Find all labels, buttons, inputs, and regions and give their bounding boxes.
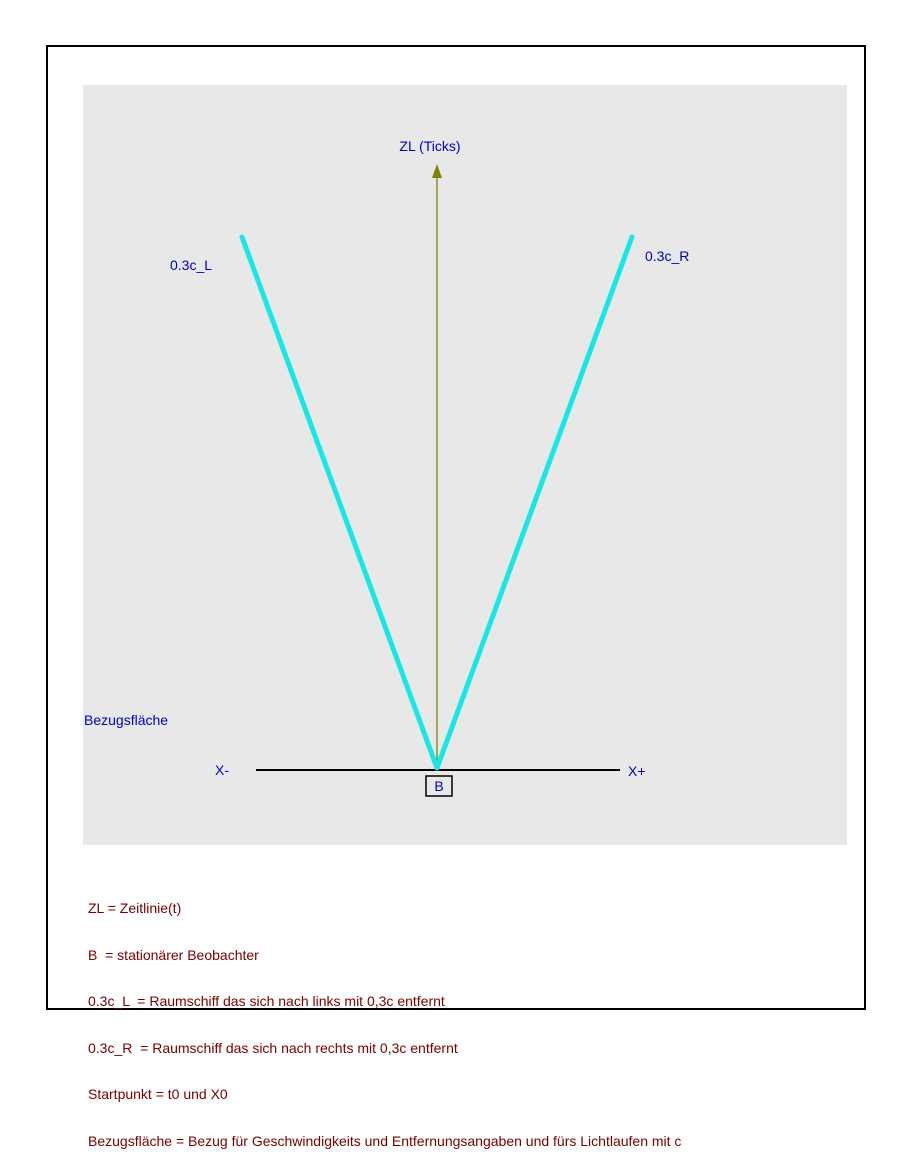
legend-line: B = stationärer Beobachter xyxy=(88,946,259,963)
left-worldline-label: 0.3c_L xyxy=(170,257,213,273)
legend-line: Startpunkt = t0 und X0 xyxy=(88,1086,228,1102)
observer-label: B xyxy=(434,778,444,794)
right-worldline-label: 0.3c_R xyxy=(645,248,690,264)
legend-line: 0.3c_L = Raumschiff das sich nach links mit 0,3c entfernt xyxy=(88,993,445,1009)
time-axis-arrowhead xyxy=(432,164,442,178)
legend-line: ZL = Zeitlinie(t) xyxy=(88,900,182,916)
worldline-0.3c-left xyxy=(242,237,437,768)
legend xyxy=(88,870,681,1165)
x-plus-label: X+ xyxy=(628,763,646,779)
x-minus-label: X- xyxy=(215,762,229,778)
legend-line: Bezugsfläche = Bezug für Geschwindigkeits und Entfernungsangaben und fürs Lichtlaufen mit c xyxy=(88,1132,682,1149)
legend-line: 0.3c_R = Raumschiff das sich nach rechts mit 0,3c entfernt xyxy=(88,1039,458,1056)
worldline-0.3c-right xyxy=(437,237,632,768)
reference-surface-label: Bezugsfläche xyxy=(84,712,169,728)
time-axis-label: ZL (Ticks) xyxy=(399,138,461,154)
